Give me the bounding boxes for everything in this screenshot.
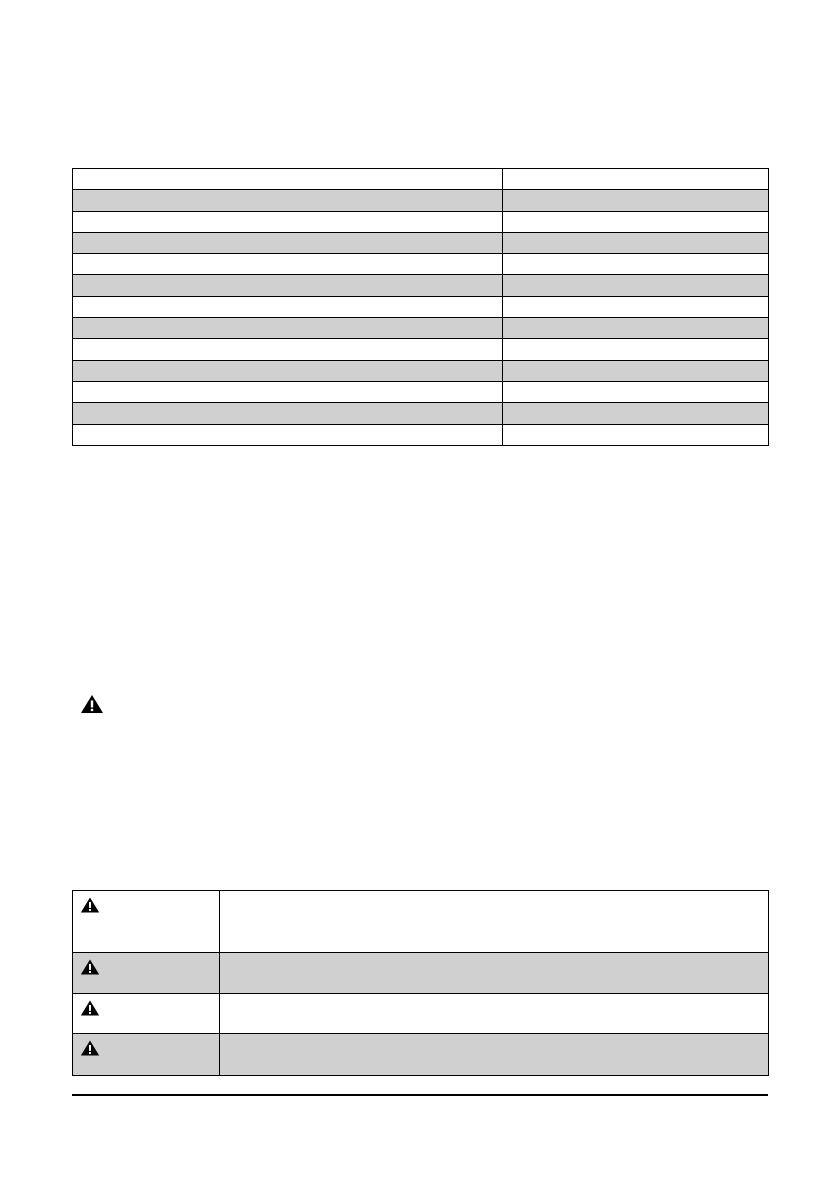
warning-description <box>220 891 769 953</box>
spec-value <box>503 190 769 211</box>
warning-triangle-icon <box>80 694 104 714</box>
warning-triangle-icon <box>80 896 100 914</box>
spec-value <box>503 403 769 424</box>
spec-row <box>73 211 769 232</box>
spec-row <box>73 318 769 339</box>
spec-label <box>73 190 503 211</box>
warning-row <box>73 994 769 1034</box>
spec-row <box>73 275 769 296</box>
warning-triangle-icon <box>80 999 100 1017</box>
warning-row <box>73 891 769 953</box>
spec-label <box>73 339 503 360</box>
spec-label <box>73 211 503 232</box>
warning-row <box>73 953 769 994</box>
spec-row <box>73 169 769 190</box>
spec-value <box>503 339 769 360</box>
spec-row <box>73 190 769 211</box>
spec-row <box>73 360 769 381</box>
spec-label <box>73 232 503 253</box>
spec-label <box>73 254 503 275</box>
warning-description <box>220 994 769 1034</box>
warning-label-cell <box>73 953 220 994</box>
spec-label <box>73 424 503 445</box>
spec-value <box>503 424 769 445</box>
spec-label <box>73 296 503 317</box>
spec-value <box>503 381 769 402</box>
warning-levels-table <box>72 890 769 1076</box>
warning-triangle-icon <box>80 1039 100 1057</box>
spec-label <box>73 169 503 190</box>
spec-label <box>73 381 503 402</box>
spec-row <box>73 424 769 445</box>
spec-label <box>73 360 503 381</box>
spec-label <box>73 403 503 424</box>
spec-row <box>73 339 769 360</box>
spec-row <box>73 232 769 253</box>
spec-label <box>73 318 503 339</box>
spec-row <box>73 254 769 275</box>
warning-label-cell <box>73 891 220 953</box>
spec-value <box>503 211 769 232</box>
warning-row <box>73 1034 769 1076</box>
specification-table <box>72 168 769 446</box>
spec-row <box>73 403 769 424</box>
warning-label-cell <box>73 1034 220 1076</box>
warning-description <box>220 1034 769 1076</box>
footer-divider <box>72 1094 768 1096</box>
warning-triangle-icon <box>80 958 100 976</box>
spec-value <box>503 169 769 190</box>
warning-description <box>220 953 769 994</box>
warning-label-cell <box>73 994 220 1034</box>
spec-value <box>503 232 769 253</box>
spec-value <box>503 296 769 317</box>
spec-value <box>503 318 769 339</box>
spec-value <box>503 275 769 296</box>
spec-label <box>73 275 503 296</box>
spec-row <box>73 381 769 402</box>
spec-row <box>73 296 769 317</box>
spec-value <box>503 254 769 275</box>
spec-value <box>503 360 769 381</box>
